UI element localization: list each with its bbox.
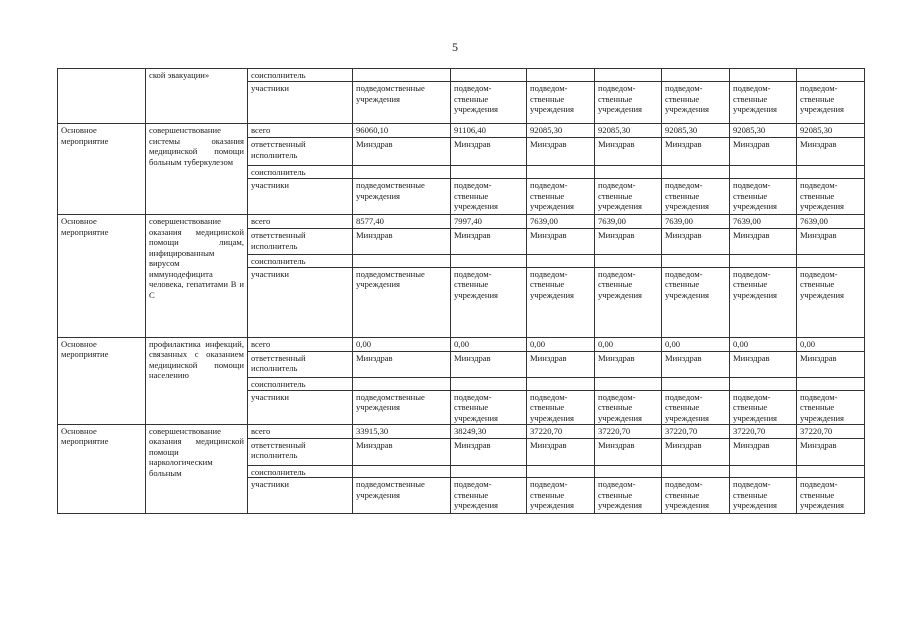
total-value: 0,00	[595, 337, 662, 351]
executor-value: Минздрав	[797, 351, 865, 377]
coexecutor-value	[527, 465, 595, 478]
coexecutor-value	[595, 166, 662, 179]
executor-value: Минздрав	[595, 138, 662, 166]
executor-value: Минздрав	[595, 351, 662, 377]
coexecutor-value	[353, 255, 451, 268]
total-value: 0,00	[797, 337, 865, 351]
executor-value: Минздрав	[730, 351, 797, 377]
executor-value: Минздрав	[451, 138, 527, 166]
total-value: 37220,70	[662, 424, 730, 438]
participants-value: подведом- ственные учреждения	[451, 82, 527, 124]
participants-value: подведом- ственные учреждения	[451, 267, 527, 337]
coexecutor-value	[662, 465, 730, 478]
executor-value: Минздрав	[662, 438, 730, 465]
total-value: 33915,30	[353, 424, 451, 438]
participants-value: подведом- ственные учреждения	[730, 179, 797, 215]
participants-value: подведом- ственные учреждения	[662, 179, 730, 215]
coexecutor-label: соисполнитель	[248, 69, 353, 82]
event-name: совершенствование системы оказания медицинской помощи больным туберкулезом	[146, 124, 248, 215]
participants-value: подведом- ственные учреждения	[797, 267, 865, 337]
participants-value: подведом- ственные учреждения	[730, 267, 797, 337]
participants-label: участники	[248, 82, 353, 124]
executor-value: Минздрав	[797, 438, 865, 465]
executor-value: Минздрав	[797, 138, 865, 166]
participants-label: участники	[248, 478, 353, 514]
participants-value: подведомственные учреждения	[353, 390, 451, 424]
coexecutor-value	[730, 166, 797, 179]
total-value: 91106,40	[451, 124, 527, 138]
coexecutor-value	[527, 69, 595, 82]
total-value: 37220,70	[797, 424, 865, 438]
executor-value: Минздрав	[527, 229, 595, 255]
total-value: 37220,70	[595, 424, 662, 438]
coexecutor-label: соисполнитель	[248, 377, 353, 390]
executor-value: Минздрав	[662, 138, 730, 166]
participants-value: подведом- ственные учреждения	[595, 478, 662, 514]
coexecutor-value	[353, 69, 451, 82]
executor-value: Минздрав	[527, 438, 595, 465]
participants-value: подведом- ственные учреждения	[797, 478, 865, 514]
participants-value: подведом- ственные учреждения	[797, 390, 865, 424]
participants-value: подведом- ственные учреждения	[451, 478, 527, 514]
participants-value: подведом- ственные учреждения	[527, 267, 595, 337]
total-value: 96060,10	[353, 124, 451, 138]
coexecutor-value	[797, 69, 865, 82]
coexecutor-value	[730, 255, 797, 268]
total-value: 7639,00	[527, 215, 595, 229]
participants-value: подведом- ственные учреждения	[730, 478, 797, 514]
coexecutor-value	[595, 69, 662, 82]
total-value: 0,00	[730, 337, 797, 351]
page-number: 5	[452, 40, 458, 54]
total-value: 7997,40	[451, 215, 527, 229]
executor-value: Минздрав	[451, 229, 527, 255]
total-value: 0,00	[527, 337, 595, 351]
participants-value: подведомственные учреждения	[353, 82, 451, 124]
participants-value: подведом- ственные учреждения	[595, 267, 662, 337]
executor-value: Минздрав	[353, 351, 451, 377]
coexecutor-value	[797, 255, 865, 268]
coexecutor-value	[527, 377, 595, 390]
coexecutor-value	[797, 377, 865, 390]
event-kind: Основное мероприятие	[58, 215, 146, 338]
executor-value: Минздрав	[662, 351, 730, 377]
coexecutor-value	[451, 255, 527, 268]
participants-value: подведомственные учреждения	[353, 478, 451, 514]
participants-value: подведом- ственные учреждения	[451, 390, 527, 424]
event-kind: Основное мероприятие	[58, 124, 146, 215]
coexecutor-value	[662, 377, 730, 390]
coexecutor-value	[595, 377, 662, 390]
total-value: 0,00	[662, 337, 730, 351]
coexecutor-value	[451, 465, 527, 478]
participants-value: подведом- ственные учреждения	[662, 390, 730, 424]
participants-label: участники	[248, 267, 353, 337]
participants-value: подведом- ственные учреждения	[662, 82, 730, 124]
coexecutor-value	[451, 166, 527, 179]
coexecutor-value	[595, 255, 662, 268]
event-kind-cell	[58, 69, 146, 124]
coexecutor-value	[730, 465, 797, 478]
coexecutor-value	[451, 69, 527, 82]
total-value: 37220,70	[527, 424, 595, 438]
executor-label: ответственный исполнитель	[248, 138, 353, 166]
participants-value: подведом- ственные учреждения	[797, 179, 865, 215]
participants-value: подведом- ственные учреждения	[527, 82, 595, 124]
event-kind: Основное мероприятие	[58, 424, 146, 514]
coexecutor-value	[595, 465, 662, 478]
coexecutor-value	[353, 166, 451, 179]
executor-label: ответственный исполнитель	[248, 351, 353, 377]
participants-value: подведом- ственные учреждения	[527, 478, 595, 514]
executor-value: Минздрав	[595, 438, 662, 465]
program-table	[57, 68, 865, 514]
total-value: 37220,70	[730, 424, 797, 438]
executor-label: ответственный исполнитель	[248, 229, 353, 255]
participants-value: подведом- ственные учреждения	[797, 82, 865, 124]
total-value: 92085,30	[527, 124, 595, 138]
event-name: совершенствование оказания медицинской помощи наркологическим больным	[146, 424, 248, 514]
total-label: всего	[248, 424, 353, 438]
total-value: 8577,40	[353, 215, 451, 229]
total-value: 38249,30	[451, 424, 527, 438]
participants-value: подведом- ственные учреждения	[527, 179, 595, 215]
event-name: ской эвакуации»	[146, 69, 248, 124]
executor-value: Минздрав	[595, 229, 662, 255]
participants-value: подведом- ственные учреждения	[730, 82, 797, 124]
coexecutor-value	[797, 465, 865, 478]
coexecutor-value	[527, 255, 595, 268]
total-label: всего	[248, 337, 353, 351]
participants-value: подведом- ственные учреждения	[595, 179, 662, 215]
participants-value: подведом- ственные учреждения	[527, 390, 595, 424]
participants-label: участники	[248, 179, 353, 215]
executor-value: Минздрав	[662, 229, 730, 255]
total-value: 0,00	[353, 337, 451, 351]
total-value: 92085,30	[730, 124, 797, 138]
executor-value: Минздрав	[353, 438, 451, 465]
coexecutor-value	[662, 166, 730, 179]
coexecutor-value	[730, 69, 797, 82]
participants-value: подведомственные учреждения	[353, 179, 451, 215]
coexecutor-value	[662, 255, 730, 268]
coexecutor-value	[797, 166, 865, 179]
event-name: совершенствование оказания медицинской помощи лицам, инфицированным вирусом иммунодефицита человека, гепатитами В и С	[146, 215, 248, 338]
executor-value: Минздрав	[527, 351, 595, 377]
participants-value: подведом- ственные учреждения	[662, 478, 730, 514]
coexecutor-value	[730, 377, 797, 390]
total-value: 7639,00	[595, 215, 662, 229]
coexecutor-value	[353, 377, 451, 390]
coexecutor-value	[451, 377, 527, 390]
executor-value: Минздрав	[730, 138, 797, 166]
coexecutor-label: соисполнитель	[248, 166, 353, 179]
executor-value: Минздрав	[451, 438, 527, 465]
total-value: 7639,00	[797, 215, 865, 229]
total-value: 92085,30	[595, 124, 662, 138]
total-label: всего	[248, 124, 353, 138]
participants-value: подведом- ственные учреждения	[662, 267, 730, 337]
total-value: 92085,30	[797, 124, 865, 138]
total-value: 92085,30	[662, 124, 730, 138]
participants-value: подведом- ственные учреждения	[595, 390, 662, 424]
total-value: 7639,00	[730, 215, 797, 229]
total-value: 0,00	[451, 337, 527, 351]
coexecutor-label: соисполнитель	[248, 465, 353, 478]
event-kind: Основное мероприятие	[58, 337, 146, 424]
executor-value: Минздрав	[527, 138, 595, 166]
participants-value: подведом- ственные учреждения	[595, 82, 662, 124]
participants-value: подведомственные учреждения	[353, 267, 451, 337]
total-value: 7639,00	[662, 215, 730, 229]
executor-value: Минздрав	[451, 351, 527, 377]
participants-label: участники	[248, 390, 353, 424]
total-label: всего	[248, 215, 353, 229]
executor-value: Минздрав	[353, 138, 451, 166]
coexecutor-value	[353, 465, 451, 478]
participants-value: подведом- ственные учреждения	[730, 390, 797, 424]
coexecutor-label: соисполнитель	[248, 255, 353, 268]
executor-value: Минздрав	[353, 229, 451, 255]
executor-value: Минздрав	[730, 229, 797, 255]
executor-value: Минздрав	[730, 438, 797, 465]
event-name: профилактика инфекций, связанных с оказанием медицинской помощи населению	[146, 337, 248, 424]
executor-label: ответственный исполнитель	[248, 438, 353, 465]
coexecutor-value	[662, 69, 730, 82]
executor-value: Минздрав	[797, 229, 865, 255]
coexecutor-value	[527, 166, 595, 179]
participants-value: подведом- ственные учреждения	[451, 179, 527, 215]
